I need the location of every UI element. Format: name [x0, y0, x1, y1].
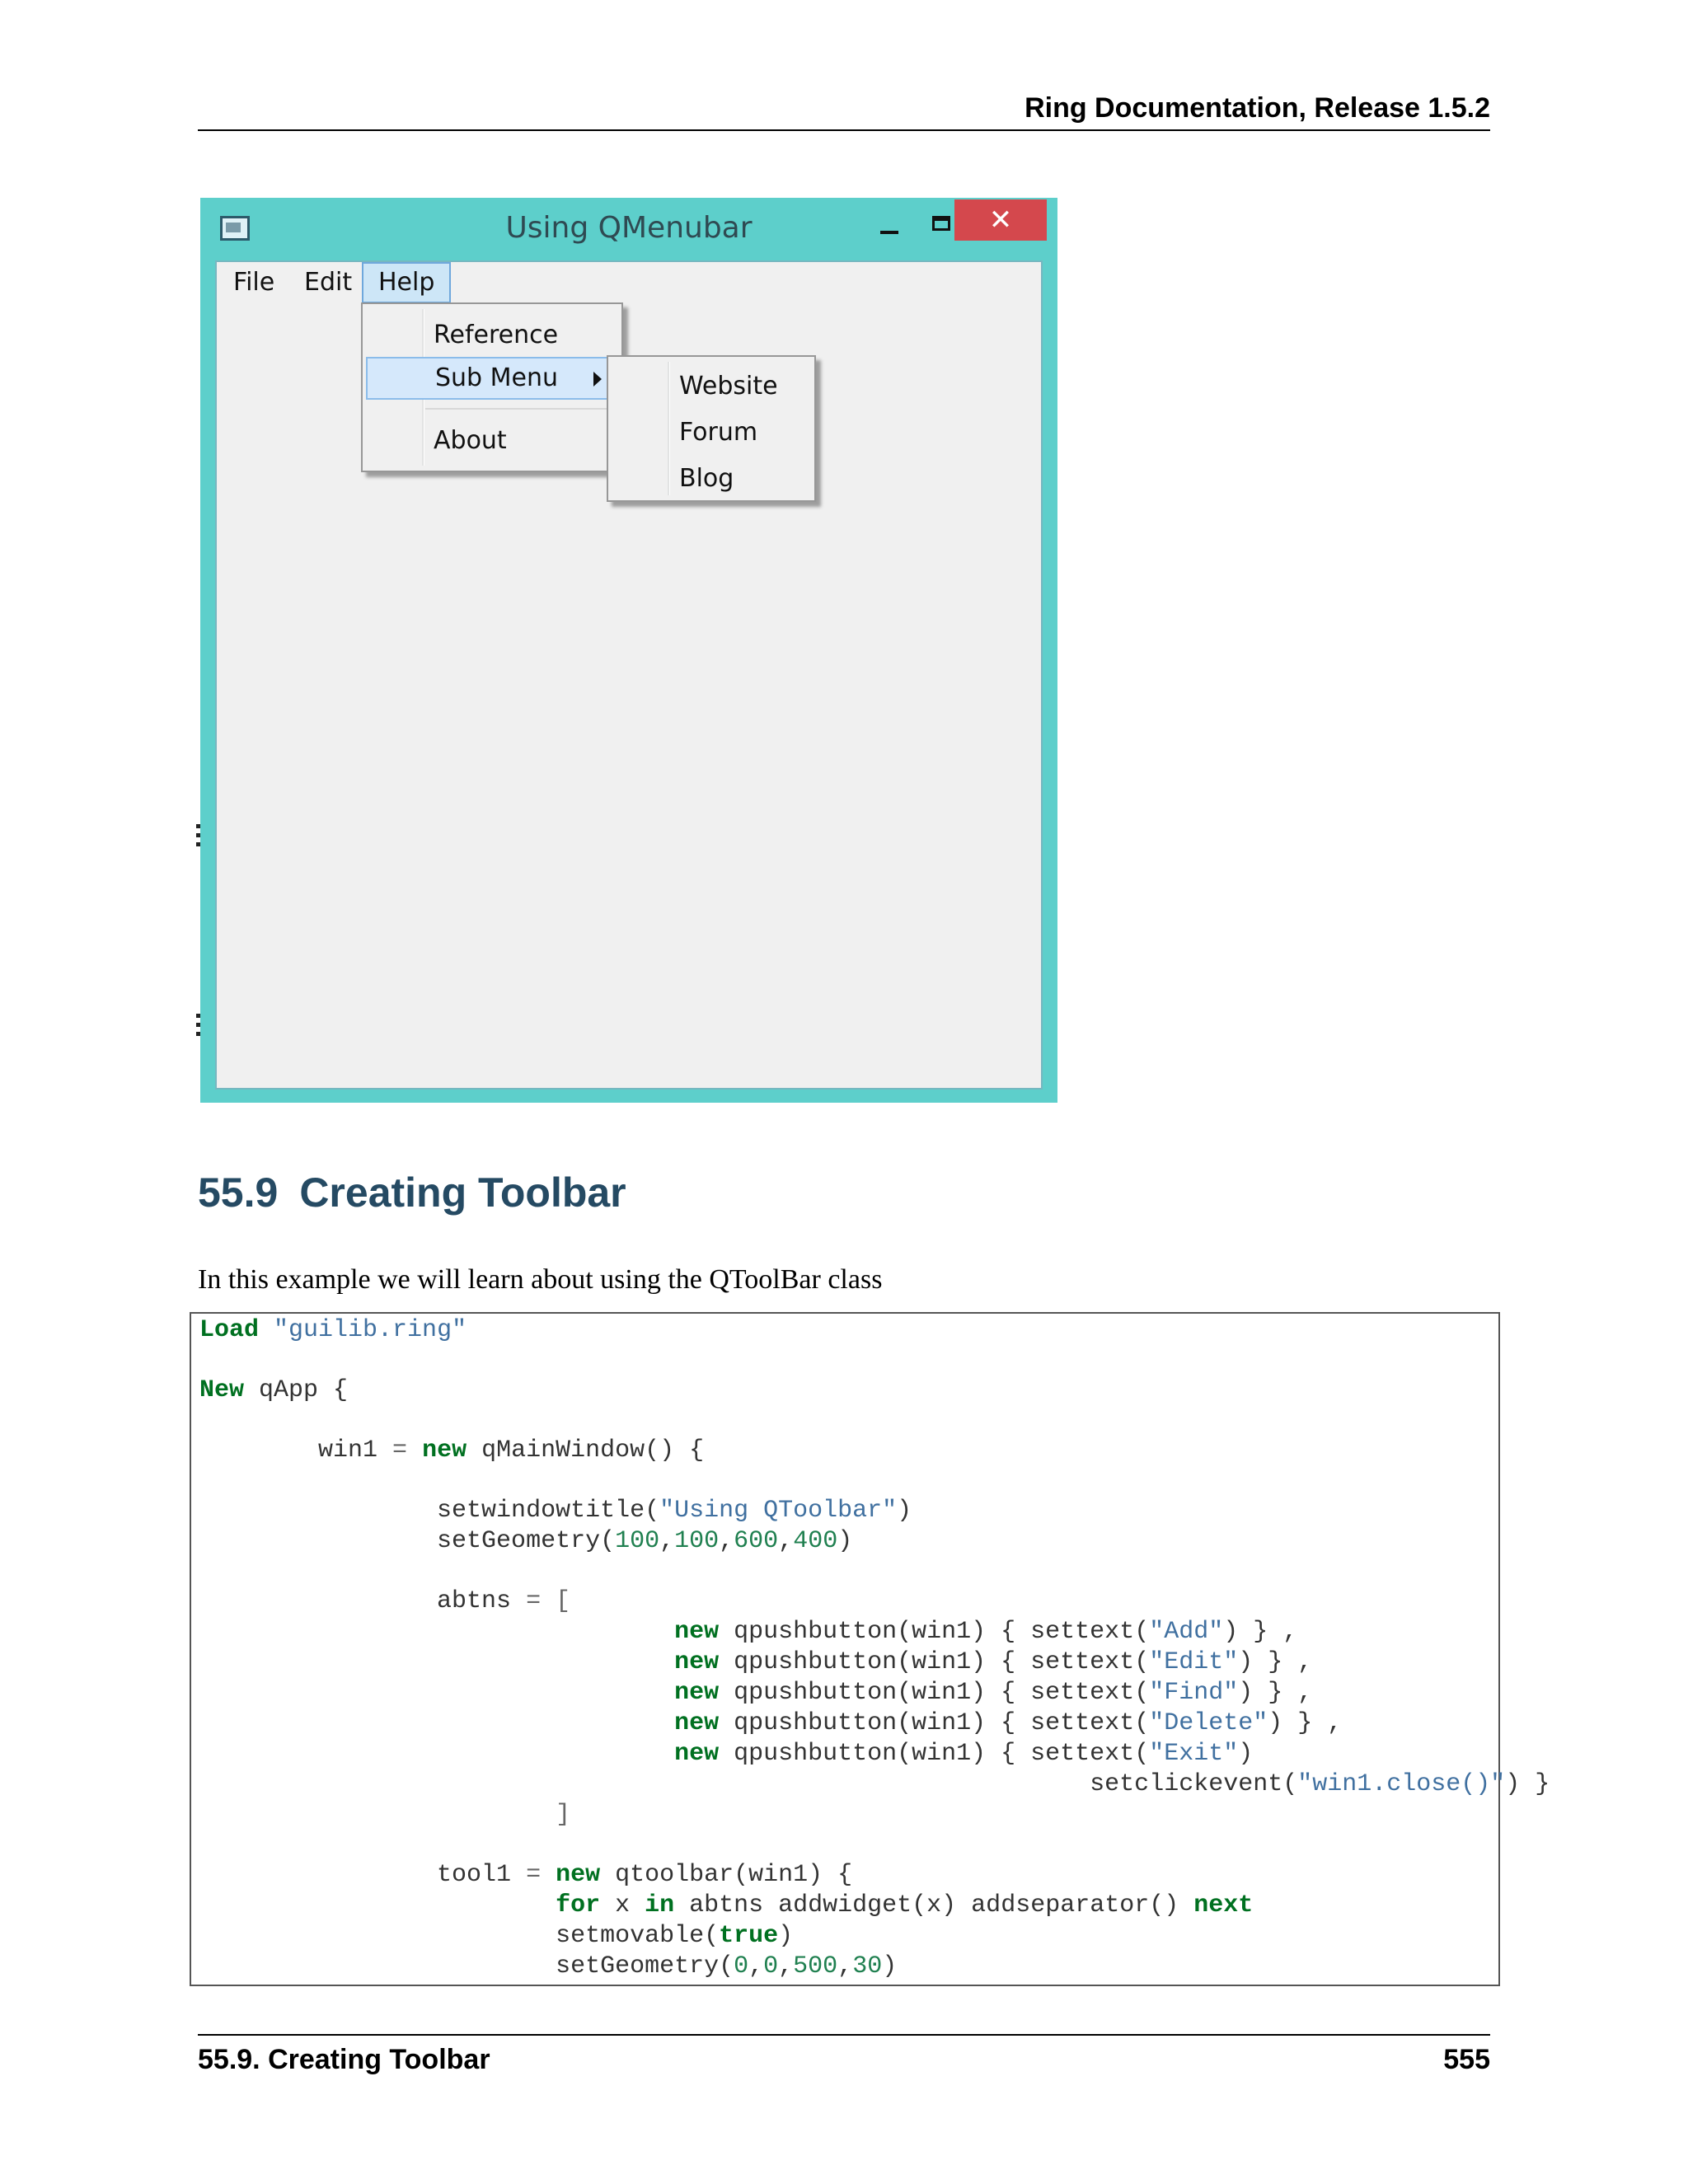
code-line: abtns = [ [199, 1587, 571, 1615]
menu-item-website[interactable]: Website [679, 372, 778, 401]
code-line: new qpushbutton(win1) { settext("Delete") } , [674, 1709, 1343, 1737]
minimize-icon[interactable] [862, 208, 912, 246]
code-line: for x in abtns addwidget(x) addseparator() next [556, 1891, 1254, 1919]
code-line: setclickevent("win1.close()") } [199, 1770, 1550, 1798]
menu-separator [425, 408, 617, 410]
intro-paragraph: In this example we will learn about using the QToolBar class [198, 1264, 883, 1295]
footer-section: 55.9. Creating Toolbar [198, 2044, 490, 2075]
code-line: ] [199, 1801, 571, 1829]
menu-help[interactable]: Help [362, 262, 451, 303]
code-line: new qpushbutton(win1) { settext("Find") } , [674, 1679, 1313, 1707]
menu-item-blog[interactable]: Blog [679, 464, 734, 493]
code-line: win1 = new qMainWindow() { [199, 1436, 705, 1465]
section-number: 55.9 [198, 1169, 279, 1216]
menu-item-reference[interactable]: Reference [434, 321, 559, 349]
footer-rule [198, 2034, 1490, 2036]
page-number: 555 [1443, 2044, 1490, 2075]
code-line: setGeometry(100,100,600,400) [199, 1527, 853, 1555]
menu-edit[interactable]: Edit [304, 268, 353, 297]
margin-marks [196, 824, 201, 851]
menu-item-sub-menu-label: Sub Menu [435, 363, 559, 392]
code-line: new qpushbutton(win1) { settext("Exit") [674, 1740, 1254, 1768]
window-titlebar [200, 198, 1057, 260]
code-line: new qpushbutton(win1) { settext("Add") } , [674, 1618, 1298, 1646]
help-menu [361, 302, 623, 472]
code-line: New qApp { [199, 1376, 349, 1404]
code-line: tool1 = new qtoolbar(win1) { [199, 1861, 853, 1889]
menu-item-sub-menu[interactable] [366, 357, 618, 400]
margin-marks [196, 1014, 201, 1041]
code-line: setwindowtitle("Using QToolbar") [199, 1497, 912, 1525]
code-block [190, 1312, 1550, 1986]
header-rule [198, 129, 1490, 131]
qmenubar-screenshot [200, 198, 1057, 1103]
menu-item-about[interactable]: About [434, 426, 507, 455]
section-title: Creating Toolbar [299, 1169, 626, 1216]
window-title: Using QMenubar [505, 211, 753, 245]
running-header: Ring Documentation, Release 1.5.2 [1025, 92, 1490, 124]
code-line: setGeometry(0,0,500,30) [199, 1952, 898, 1980]
code-line: new qpushbutton(win1) { settext("Edit") } , [674, 1648, 1313, 1676]
menubar [217, 262, 1041, 303]
section-heading [198, 1169, 626, 1216]
menu-item-forum[interactable]: Forum [679, 418, 758, 447]
sub-menu [607, 355, 816, 502]
code-line: setmovable(true) [199, 1922, 794, 1950]
menu-file[interactable]: File [233, 268, 275, 297]
submenu-arrow-icon [593, 372, 602, 387]
close-icon[interactable]: ✕ [954, 199, 1047, 241]
code-line: Load "guilib.ring" [199, 1316, 467, 1344]
